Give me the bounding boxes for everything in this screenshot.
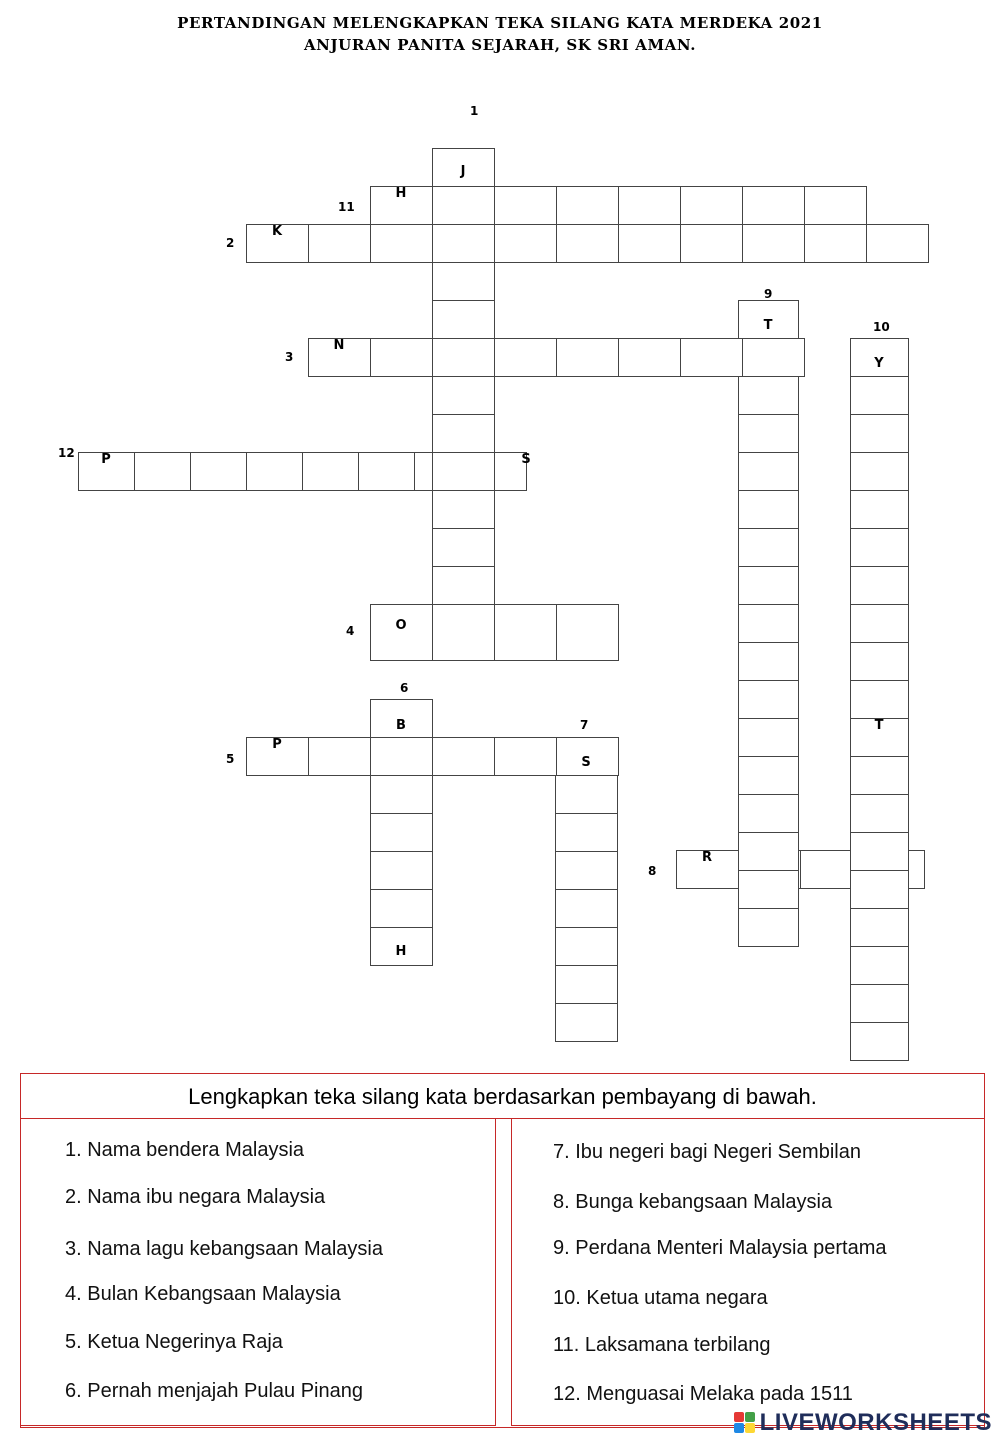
crossword-cell[interactable] [680, 338, 743, 377]
crossword-cell[interactable] [555, 851, 618, 890]
liveworksheets-logo [734, 1408, 992, 1438]
crossword-cell[interactable] [370, 813, 433, 852]
crossword-cell[interactable] [738, 680, 799, 719]
competition-title: PERTANDINGAN MELENGKAPKAN TEKA SILANG KATA MERDEKA 2021 [177, 14, 823, 32]
crossword-cell[interactable] [190, 452, 247, 491]
clue-number-2: 2 [226, 236, 235, 250]
crossword-cell[interactable] [555, 965, 618, 1004]
crossword-cell[interactable] [850, 870, 909, 909]
clue-number-4: 4 [346, 624, 355, 638]
clue-number-5: 5 [226, 752, 235, 766]
crossword-cell[interactable] [246, 452, 303, 491]
clue-3: 3. Nama lagu kebangsaan Malaysia [65, 1238, 383, 1260]
clue-2: 2. Nama ibu negara Malaysia [65, 1186, 326, 1208]
clue-number-1: 1 [470, 104, 479, 118]
clue-6: 6. Pernah menjajah Pulau Pinang [65, 1380, 363, 1402]
crossword-cell[interactable] [494, 737, 557, 776]
crossword-cell[interactable] [618, 186, 681, 225]
crossword-cell[interactable] [742, 186, 805, 225]
crossword-cell[interactable] [850, 604, 909, 643]
crossword-cell[interactable] [804, 224, 867, 263]
crossword-cell[interactable] [432, 737, 495, 776]
crossword-cell[interactable] [432, 528, 495, 567]
crossword-cell[interactable] [738, 566, 799, 605]
crossword-cell[interactable] [555, 775, 618, 814]
crossword-cell[interactable] [738, 376, 799, 415]
crossword-cell[interactable] [308, 224, 371, 263]
given-letter: J [460, 164, 466, 179]
clue-10: 10. Ketua utama negara [553, 1287, 768, 1309]
crossword-cell[interactable] [618, 224, 681, 263]
crossword-cell[interactable] [738, 718, 799, 757]
crossword-cell[interactable] [738, 908, 799, 947]
crossword-cell[interactable] [302, 452, 359, 491]
given-letter: S [581, 755, 591, 770]
clue-number-12: 12 [58, 446, 75, 460]
clue-number-3: 3 [285, 350, 294, 364]
crossword-cell[interactable] [432, 224, 495, 263]
crossword-cell[interactable] [738, 794, 799, 833]
crossword-cell[interactable] [738, 642, 799, 681]
crossword-cell[interactable] [432, 376, 495, 415]
crossword-cell[interactable] [738, 452, 799, 491]
crossword-cell[interactable] [494, 224, 557, 263]
clue-8: 8. Bunga kebangsaan Malaysia [553, 1191, 833, 1213]
crossword-cell[interactable] [556, 604, 619, 661]
crossword-cell[interactable] [370, 338, 433, 377]
clue-9: 9. Perdana Menteri Malaysia pertama [553, 1237, 887, 1259]
crossword-cell[interactable] [556, 224, 619, 263]
liveworksheets-logo-text: LIVEWORKSHEETS [759, 1409, 992, 1436]
given-letter: S [521, 452, 531, 467]
clue-5: 5. Ketua Negerinya Raja [65, 1331, 283, 1353]
crossword-cell[interactable] [370, 889, 433, 928]
crossword-cell[interactable] [432, 566, 495, 605]
given-letter: P [272, 737, 282, 752]
crossword-cell[interactable] [370, 224, 433, 263]
crossword-cell[interactable] [738, 604, 799, 643]
crossword-cell[interactable] [850, 794, 909, 833]
crossword-cell[interactable] [432, 604, 495, 661]
clue-number-8: 8 [648, 864, 657, 878]
given-letter: B [396, 718, 406, 733]
crossword-cell[interactable] [555, 927, 618, 966]
crossword-cell[interactable] [850, 376, 909, 415]
given-letter: O [395, 618, 407, 633]
crossword-cell[interactable] [494, 338, 557, 377]
crossword-cell[interactable] [850, 1022, 909, 1061]
clue-column-right [511, 1119, 985, 1426]
crossword-cell[interactable] [494, 604, 557, 661]
crossword-cell[interactable] [556, 186, 619, 225]
clue-4: 4. Bulan Kebangsaan Malaysia [65, 1283, 341, 1305]
crossword-cell[interactable] [738, 490, 799, 529]
crossword-cell[interactable] [370, 851, 433, 890]
crossword-cell[interactable] [850, 414, 909, 453]
crossword-cell[interactable] [308, 737, 371, 776]
crossword-cell[interactable] [555, 813, 618, 852]
given-letter: K [271, 224, 283, 239]
crossword-cell[interactable] [738, 756, 799, 795]
clue-7: 7. Ibu negeri bagi Negeri Sembilan [553, 1141, 861, 1163]
crossword-cell[interactable] [555, 1003, 618, 1042]
crossword-cell[interactable] [432, 452, 495, 491]
crossword-cell[interactable] [370, 775, 433, 814]
crossword-cell[interactable] [738, 414, 799, 453]
crossword-cell[interactable] [866, 224, 929, 263]
crossword-cell[interactable] [432, 414, 495, 453]
given-letter: R [701, 850, 712, 865]
crossword-cell[interactable] [555, 889, 618, 928]
clue-number-9: 9 [764, 287, 773, 301]
crossword-cell[interactable] [850, 490, 909, 529]
given-letter: P [101, 452, 111, 467]
crossword-cell[interactable] [680, 224, 743, 263]
crossword-cell[interactable] [432, 186, 495, 225]
crossword-cell[interactable] [850, 756, 909, 795]
crossword-cell[interactable] [432, 262, 495, 301]
crossword-cell[interactable] [742, 338, 805, 377]
crossword-cell[interactable] [370, 737, 433, 776]
clue-number-7: 7 [580, 718, 589, 732]
crossword-cell[interactable] [618, 338, 681, 377]
crossword-cell[interactable] [850, 642, 909, 681]
crossword-cell[interactable] [738, 528, 799, 567]
crossword-cell[interactable] [738, 870, 799, 909]
given-letter: Y [874, 356, 884, 371]
crossword-cell[interactable] [850, 528, 909, 567]
organizer-subtitle: ANJURAN PANITA SEJARAH, SK SRI AMAN. [303, 36, 697, 54]
crossword-cell[interactable] [432, 300, 495, 339]
crossword-cell[interactable] [850, 908, 909, 947]
crossword-cell[interactable] [432, 338, 495, 377]
crossword-cell[interactable] [850, 566, 909, 605]
given-letter: T [874, 718, 884, 733]
crossword-cell[interactable] [742, 224, 805, 263]
liveworksheets-logo-icon [734, 1412, 756, 1434]
crossword-cell[interactable] [556, 338, 619, 377]
crossword-cell[interactable] [680, 186, 743, 225]
crossword-cell[interactable] [432, 490, 495, 529]
given-letter: T [763, 318, 773, 333]
crossword-cell[interactable] [850, 984, 909, 1023]
crossword-cell[interactable] [134, 452, 191, 491]
clue-instruction: Lengkapkan teka silang kata berdasarkan pembayang di bawah. [188, 1084, 817, 1109]
crossword-cell[interactable] [494, 186, 557, 225]
crossword-cell[interactable] [850, 832, 909, 871]
clue-12: 12. Menguasai Melaka pada 1511 [553, 1383, 853, 1405]
crossword-cell[interactable] [850, 452, 909, 491]
given-letter: H [395, 944, 407, 959]
clue-number-10: 10 [873, 320, 890, 334]
clue-number-6: 6 [400, 681, 409, 695]
crossword-cell[interactable] [358, 452, 415, 491]
crossword-cell[interactable] [850, 680, 909, 719]
crossword-cell[interactable] [738, 832, 799, 871]
clue-number-11: 11 [338, 200, 355, 214]
clue-1: 1. Nama bendera Malaysia [65, 1139, 305, 1161]
crossword-cell[interactable] [850, 946, 909, 985]
crossword-cell[interactable] [804, 186, 867, 225]
clue-11: 11. Laksamana terbilang [553, 1334, 771, 1356]
given-letter: N [333, 338, 345, 353]
given-letter: H [395, 186, 407, 201]
